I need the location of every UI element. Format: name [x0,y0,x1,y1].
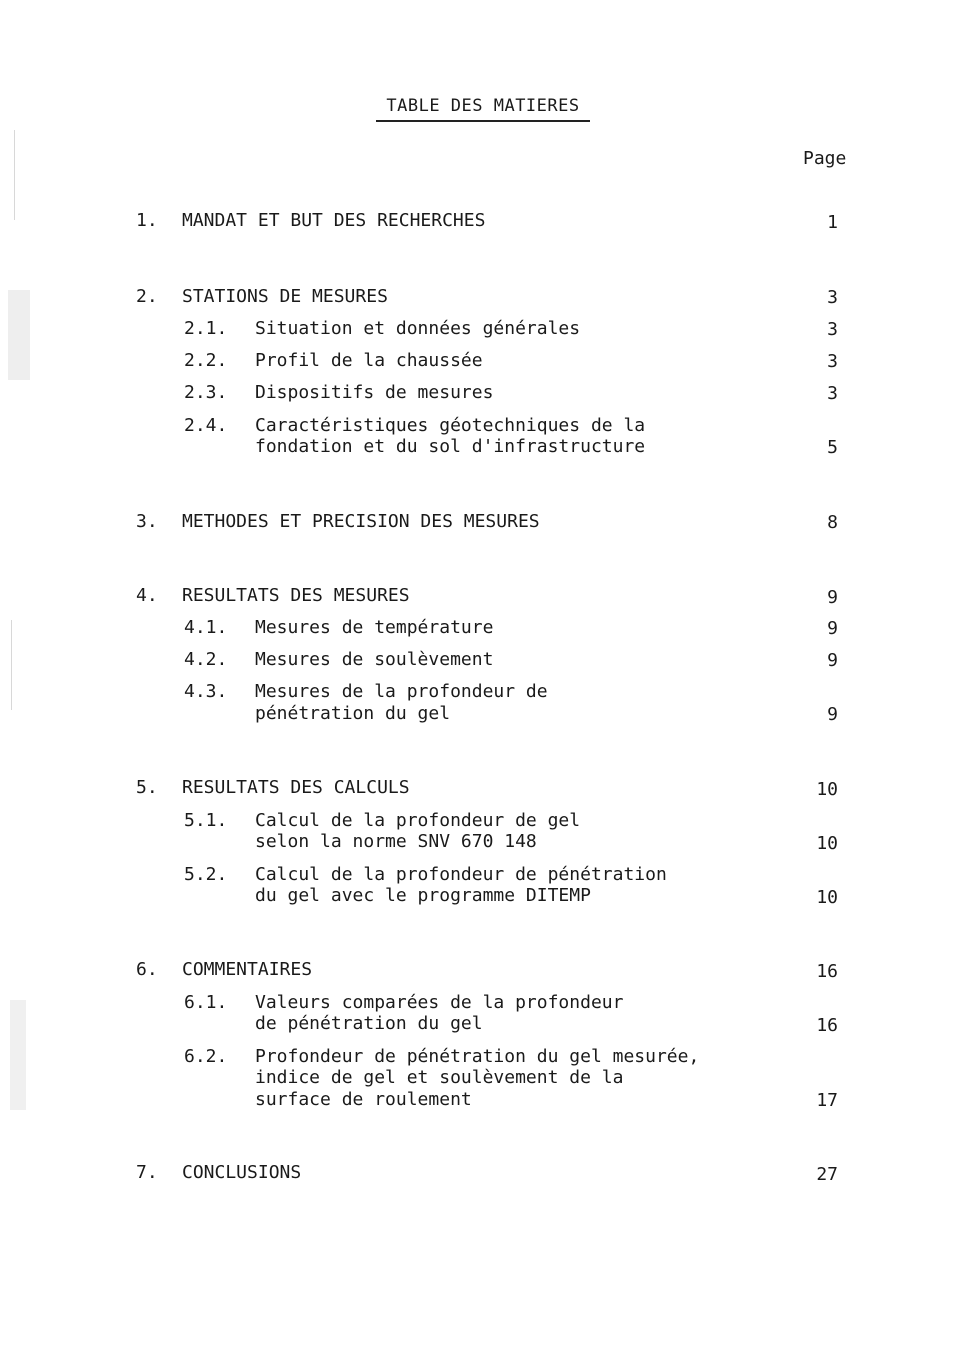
section-page: 3 [827,287,838,308]
scan-artifact [11,620,12,710]
subsection-title: Caractéristiques géotechniques de la [255,415,646,436]
subsection-page: 5 [827,437,838,458]
scan-artifact [8,290,30,380]
subsection-number: 5.1. [184,810,228,831]
subsection-number: 5.2. [184,864,228,885]
section-page: 8 [827,512,838,533]
subsection-title-cont: du gel avec le programme DITEMP [255,885,591,906]
subsection-title-cont: selon la norme SNV 670 148 [255,831,537,852]
subsection-title: Calcul de la profondeur de gel [255,810,581,831]
subsection-page: 3 [827,351,838,372]
subsection-number: 6.2. [184,1046,228,1067]
subsection-page: 10 [816,833,838,854]
section-number: 5. [136,777,158,798]
subsection-title-cont: de pénétration du gel [255,1013,483,1034]
subsection-title-cont: fondation et du sol d'infrastructure [255,436,646,457]
subsection-number: 2.4. [184,415,228,436]
subsection-page: 10 [816,887,838,908]
section-title: MANDAT ET BUT DES RECHERCHES [182,210,486,231]
subsection-number: 2.1. [184,318,228,339]
subsection-number: 4.3. [184,681,228,702]
subsection-title-cont: surface de roulement [255,1089,472,1110]
subsection-title: Dispositifs de mesures [255,382,494,403]
subsection-title: Situation et données générales [255,318,581,339]
scan-artifact [10,1000,26,1110]
subsection-page: 17 [816,1090,838,1111]
section-title: RESULTATS DES CALCULS [182,777,410,798]
subsection-page: 9 [827,650,838,671]
section-number: 4. [136,585,158,606]
section-title: STATIONS DE MESURES [182,286,388,307]
subsection-title: Mesures de température [255,617,494,638]
subsection-title: Valeurs comparées de la profondeur [255,992,624,1013]
subsection-title: Profil de la chaussée [255,350,483,371]
section-number: 1. [136,210,158,231]
subsection-page: 3 [827,319,838,340]
section-number: 6. [136,959,158,980]
section-title: CONCLUSIONS [182,1162,302,1183]
section-number: 3. [136,511,158,532]
subsection-page: 16 [816,1015,838,1036]
subsection-number: 6.1. [184,992,228,1013]
section-page: 10 [816,779,838,800]
section-page: 9 [827,587,838,608]
subsection-title: Mesures de la profondeur de [255,681,548,702]
subsection-page: 9 [827,618,838,639]
subsection-title-cont: indice de gel et soulèvement de la [255,1067,624,1088]
section-title: RESULTATS DES MESURES [182,585,410,606]
subsection-title: Mesures de soulèvement [255,649,494,670]
section-page: 27 [816,1164,838,1185]
toc-title: TABLE DES MATIERES [376,96,590,122]
subsection-number: 4.2. [184,649,228,670]
section-number: 2. [136,286,158,307]
subsection-number: 2.2. [184,350,228,371]
section-title: COMMENTAIRES [182,959,313,980]
subsection-number: 2.3. [184,382,228,403]
section-page: 16 [816,961,838,982]
subsection-title: Calcul de la profondeur de pénétration [255,864,667,885]
subsection-page: 3 [827,383,838,404]
page-column-header: Page [803,148,847,169]
scan-artifact [14,130,15,220]
subsection-number: 4.1. [184,617,228,638]
section-title: METHODES ET PRECISION DES MESURES [182,511,540,532]
subsection-title: Profondeur de pénétration du gel mesurée, [255,1046,700,1067]
section-number: 7. [136,1162,158,1183]
subsection-title-cont: pénétration du gel [255,703,451,724]
section-page: 1 [827,212,838,233]
subsection-page: 9 [827,704,838,725]
